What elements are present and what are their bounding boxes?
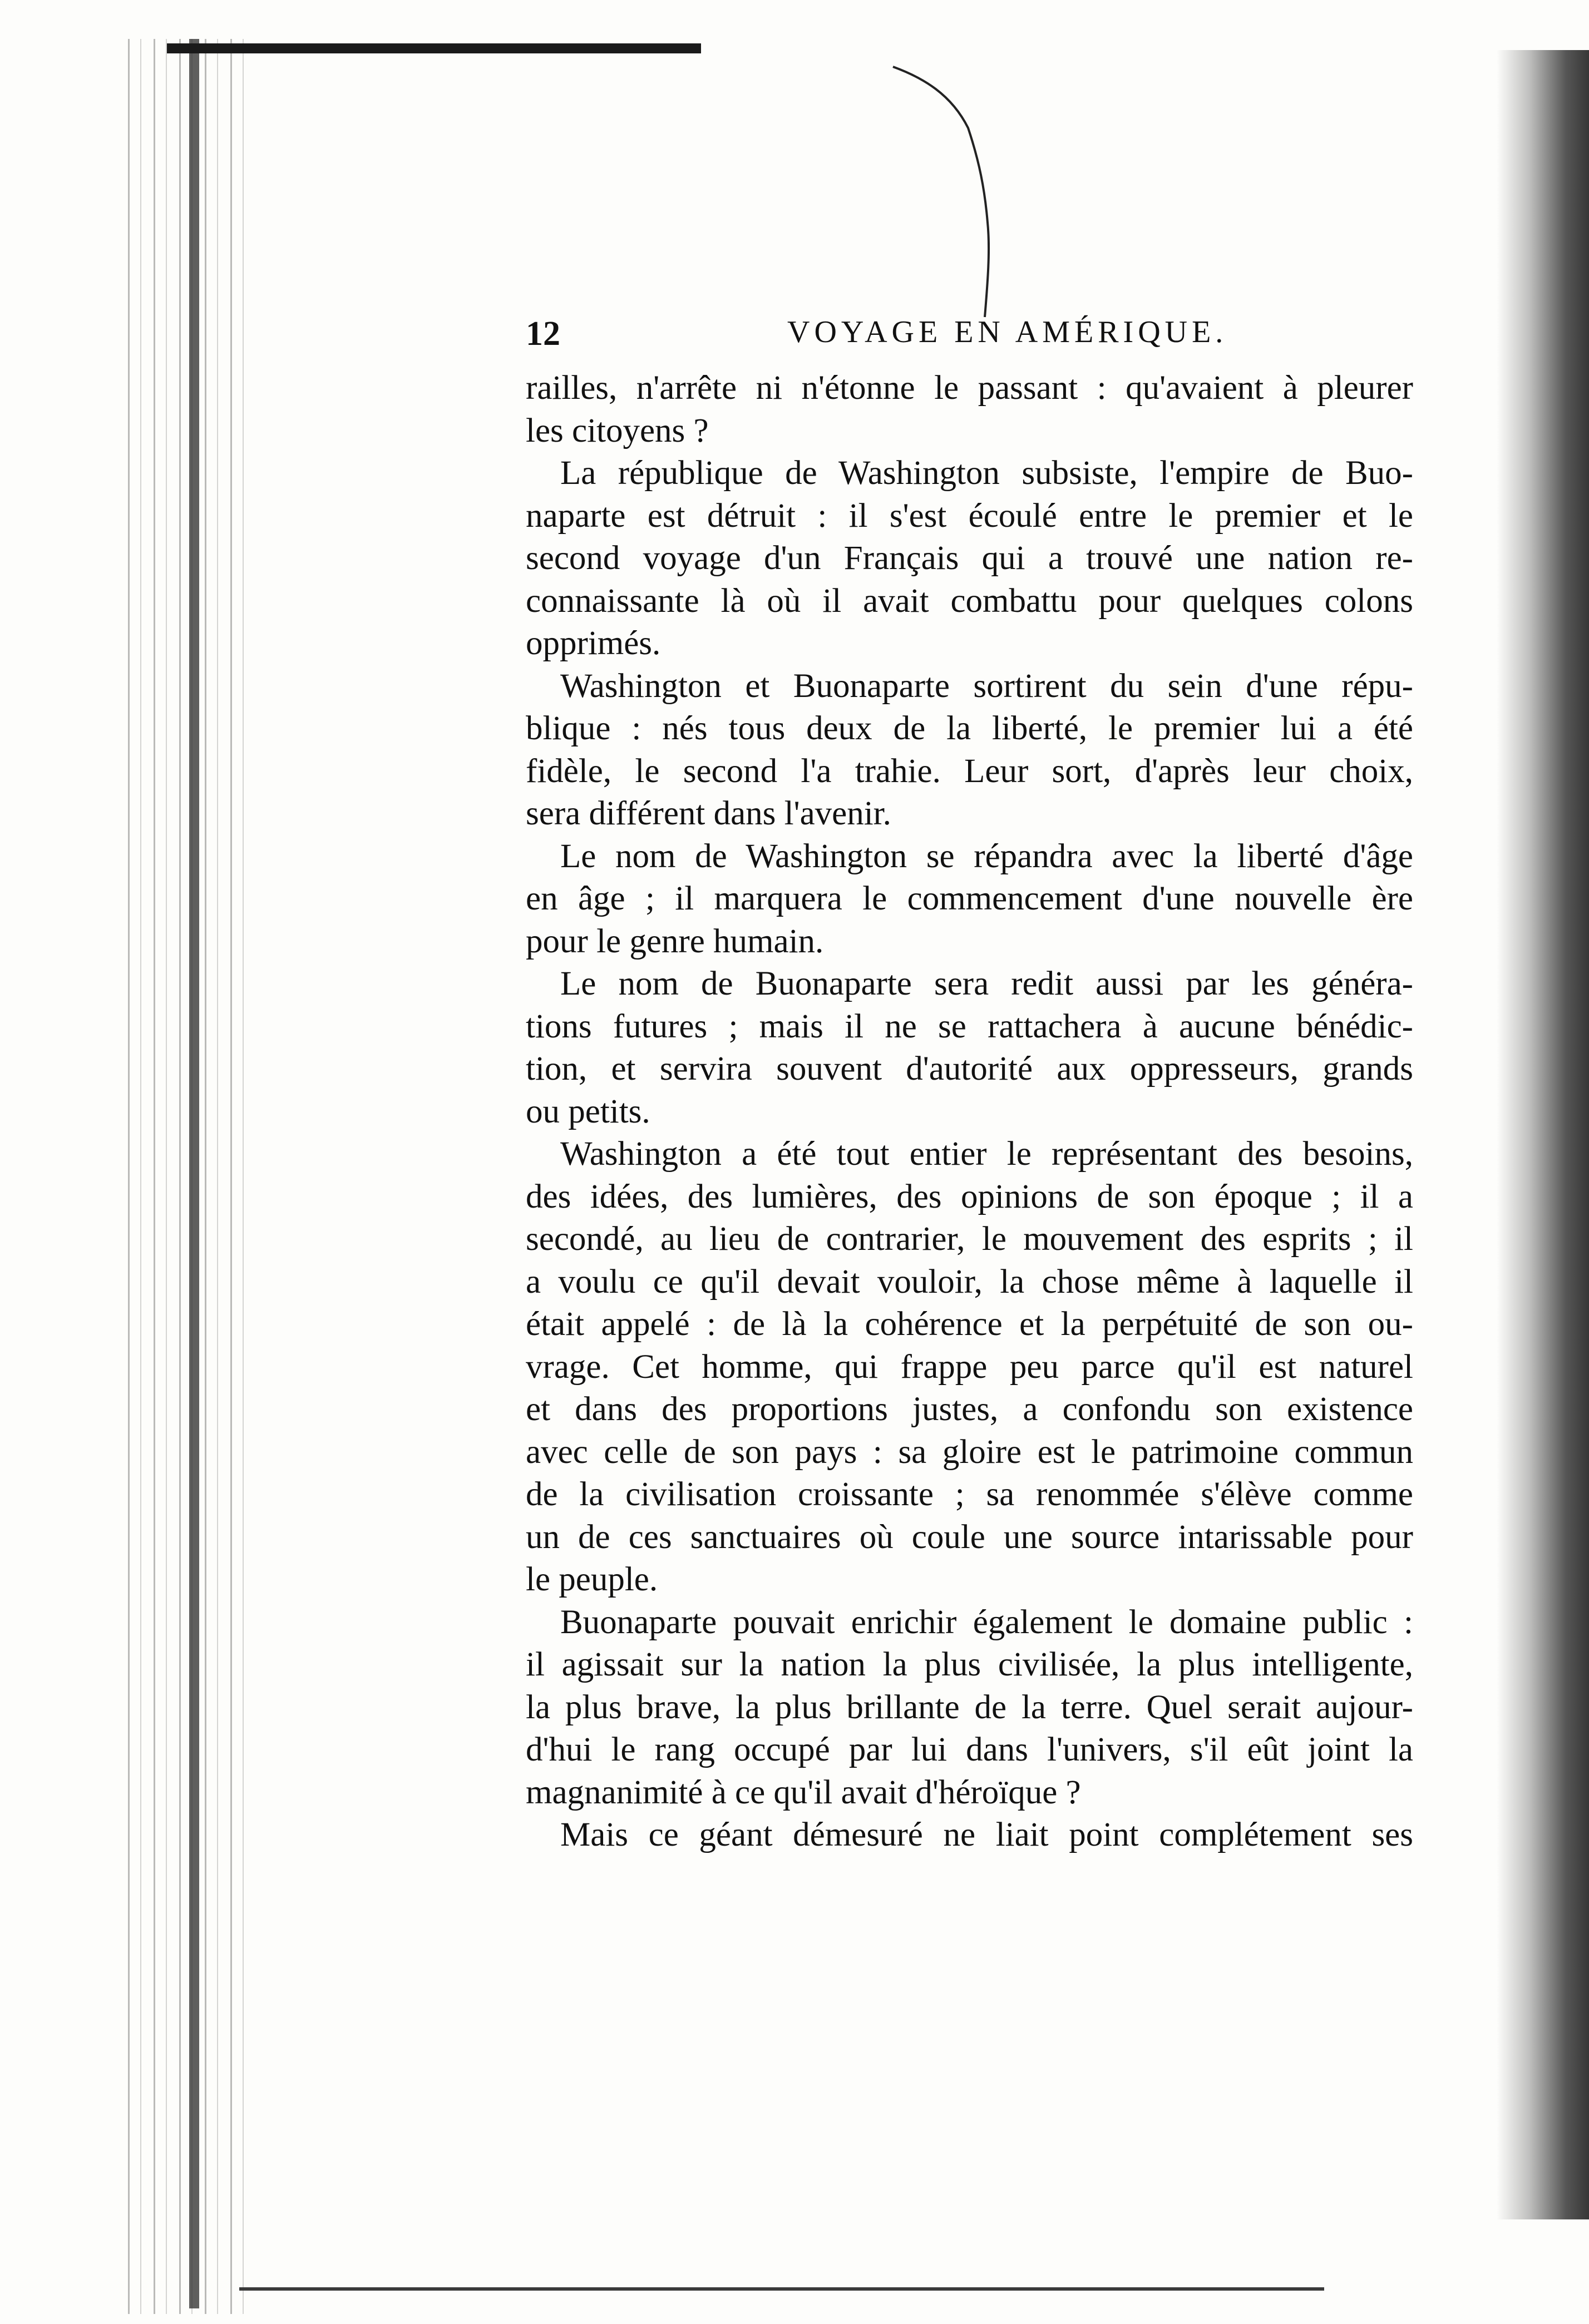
text-line: railles, n'arrête ni n'étonne le passant : qu'avaient à pleurer xyxy=(526,369,1413,407)
scan-bottom-edge xyxy=(239,2287,1324,2291)
text-line: Le nom de Buonaparte sera redit aussi par les généra- xyxy=(560,965,1413,1002)
text-line: et dans des proportions justes, a confondu son existence xyxy=(526,1391,1413,1428)
text-line: en âge ; il marquera le commencement d'une nouvelle ère xyxy=(526,880,1413,917)
text-line: a voulu ce qu'il devait vouloir, la chose même à laquelle il xyxy=(526,1263,1413,1301)
text-line: Washington et Buonaparte sortirent du sein d'une répu- xyxy=(560,667,1413,705)
text-line: il agissait sur la nation la plus civilisée, la plus intelligente, xyxy=(526,1646,1413,1683)
text-line: sera différent dans l'avenir. xyxy=(526,795,891,832)
text-line: était appelé : de là la cohérence et la perpétuité de son ou- xyxy=(526,1306,1413,1343)
text-line: un de ces sanctuaires où coule une source intarissable pour xyxy=(526,1518,1413,1556)
text-line: Washington a été tout entier le représentant des besoins, xyxy=(560,1135,1413,1173)
text-line: des idées, des lumières, des opinions de son époque ; il a xyxy=(526,1178,1413,1215)
text-line: de la civilisation croissante ; sa renommée s'élève comme xyxy=(526,1476,1413,1513)
scan-right-shadow xyxy=(1497,50,1589,2219)
page-header xyxy=(526,314,1416,359)
page-number: 12 xyxy=(526,315,560,353)
running-title: VOYAGE EN AMÉRIQUE. xyxy=(787,315,1228,349)
text-line: ou petits. xyxy=(526,1092,650,1130)
text-line: secondé, au lieu de contrarier, le mouvement des esprits ; il xyxy=(526,1220,1413,1258)
text-line: blique : nés tous deux de la liberté, le premier lui a été xyxy=(526,710,1413,747)
text-line: vrage. Cet homme, qui frappe peu parce qu'il est naturel xyxy=(526,1348,1413,1386)
scan-page-edge xyxy=(189,39,199,2308)
text-line: les citoyens ? xyxy=(526,412,709,449)
text-line: magnanimité à ce qu'il avait d'héroïque ? xyxy=(526,1773,1081,1811)
text-line: le peuple. xyxy=(526,1561,658,1598)
text-line: la plus brave, la plus brillante de la terre. Quel serait aujour- xyxy=(526,1688,1413,1726)
text-line: second voyage d'un Français qui a trouvé une nation re- xyxy=(526,540,1413,577)
text-line: La république de Washington subsiste, l'empire de Buo- xyxy=(560,454,1413,492)
body-text xyxy=(526,367,1413,1857)
text-line: connaissante là où il avait combattu pour quelques colons xyxy=(526,582,1413,620)
text-line: pour le genre humain. xyxy=(526,922,824,960)
scan-top-edge xyxy=(167,43,701,53)
text-line: Buonaparte pouvait enrichir également le domaine public : xyxy=(560,1603,1413,1641)
text-line: avec celle de son pays : sa gloire est le patrimoine commun xyxy=(526,1433,1413,1471)
text-line: d'hui le rang occupé par lui dans l'univers, s'il eût joint la xyxy=(526,1731,1413,1768)
text-line: Le nom de Washington se répandra avec la liberté d'âge xyxy=(560,837,1413,875)
text-line: naparte est détruit : il s'est écoulé entre le premier et le xyxy=(526,497,1413,535)
text-line: tion, et servira souvent d'autorité aux oppresseurs, grands xyxy=(526,1050,1413,1087)
text-line: tions futures ; mais il ne se rattachera à aucune bénédic- xyxy=(526,1007,1413,1045)
text-line: Mais ce géant démesuré ne liait point complétement ses xyxy=(560,1816,1413,1853)
text-line: opprimés. xyxy=(526,625,661,662)
text-line: fidèle, le second l'a trahie. Leur sort, d'après leur choix, xyxy=(526,752,1413,790)
pen-stroke-mark xyxy=(890,56,1035,323)
